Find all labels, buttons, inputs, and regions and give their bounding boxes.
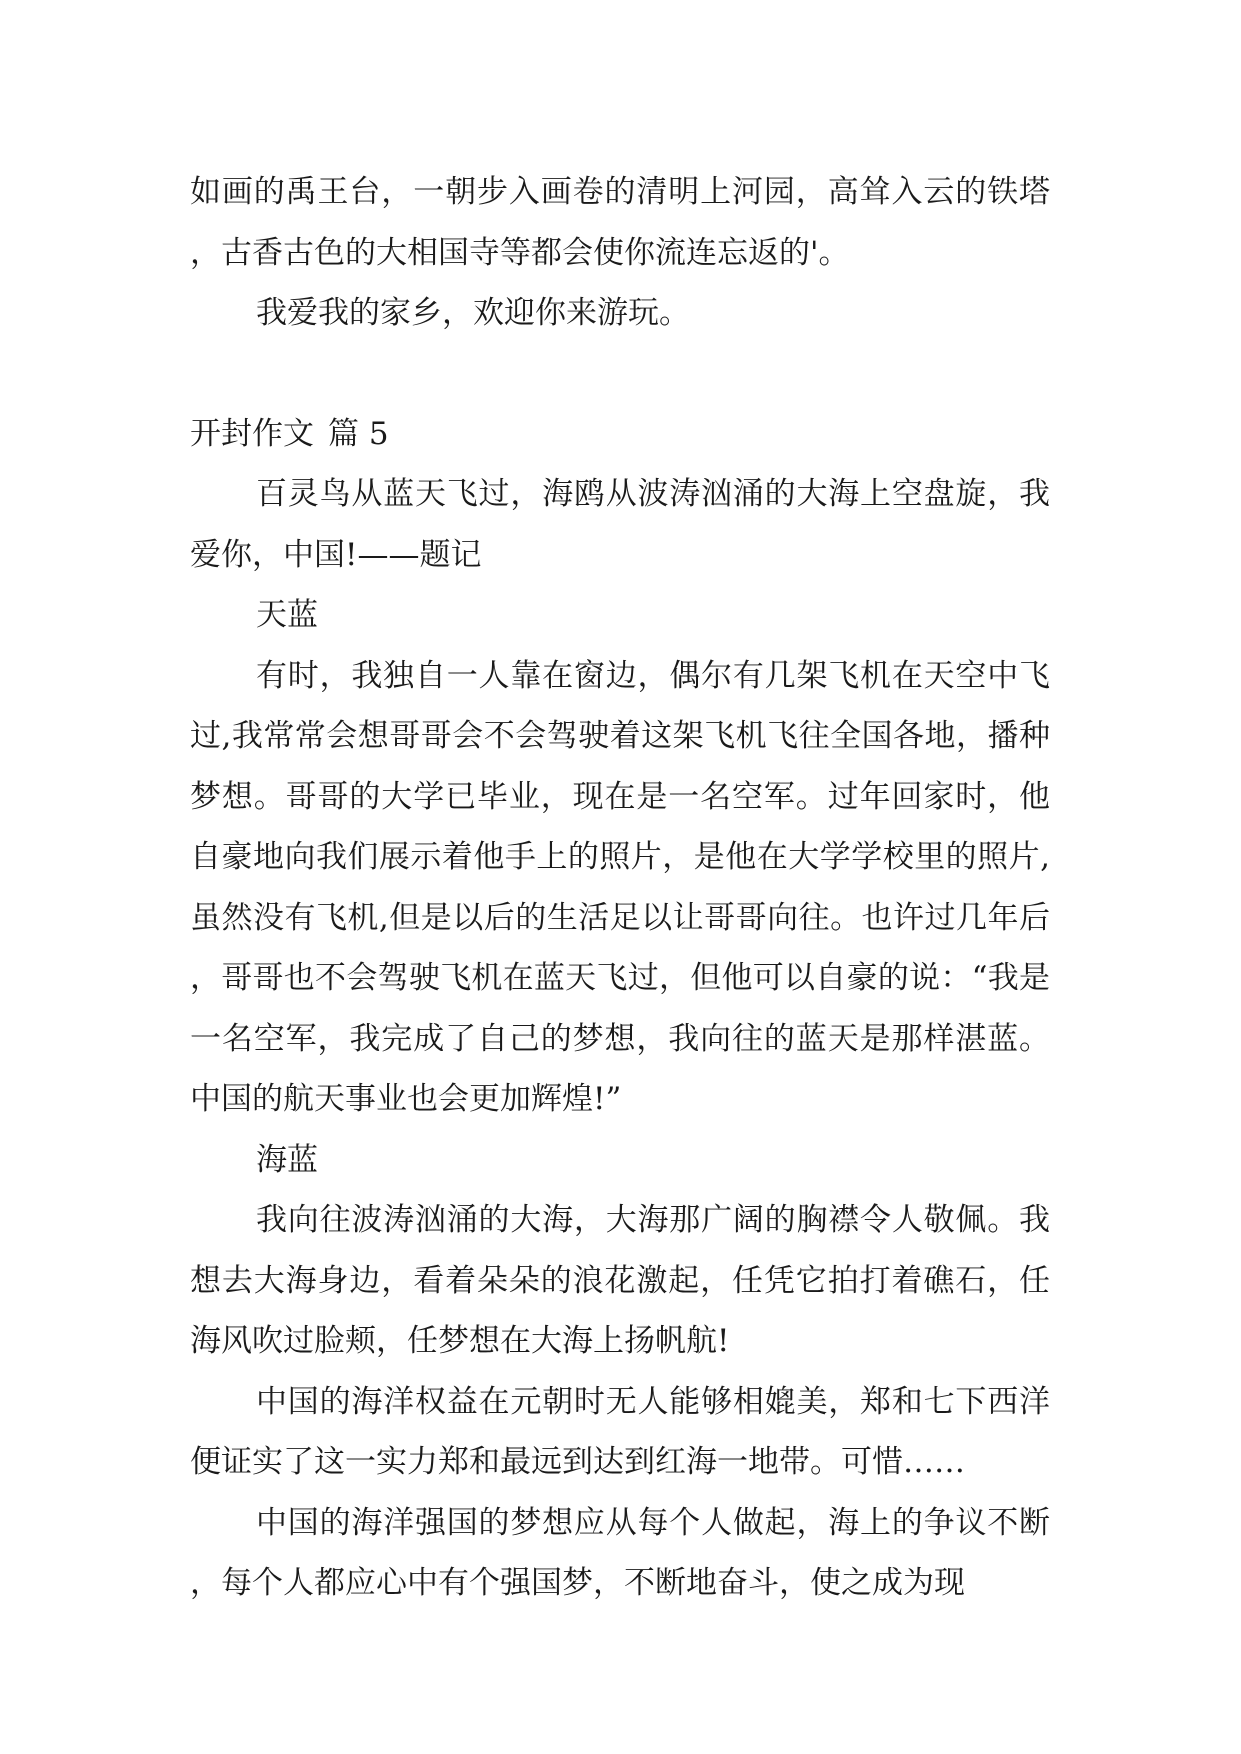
subheading-sky-blue: 天蓝 [256,597,318,633]
section-number: 篇 5 [328,415,389,452]
paragraph: 有时，我独自一人靠在窗边，偶尔有几架飞机在天空中飞过,我常常会想哥哥会不会驾驶着这架飞机飞往全国各地，播种梦想。哥哥的大学已毕业，现在是一名空军。过年回家时，他自豪地向我们展示着他手上的照片，是他在大学学校里的照片,虽然没有飞机,但是以后的生活足以让哥哥向往。也许过几年后，哥哥也不会驾驶飞机在蓝天飞过，但他可以自豪的说：“我是一名空军，我完成了自己的梦想，我向往的蓝天是那样湛蓝。中国的航天事业也会更加辉煌!” [190,657,1050,1117]
document-body [190,162,1050,1614]
paragraph: 我向往波涛汹涌的大海，大海那广阔的胸襟令人敬佩。我想去大海身边，看着朵朵的浪花激起，任凭它拍打着礁石，任海风吹过脸颊，任梦想在大海上扬帆航! [190,1202,1050,1359]
section-spacer [190,344,1050,404]
paragraph: 如画的禹王台，一朝步入画卷的清明上河园，高耸入云的铁塔，古香古色的大相国寺等都会使你流连忘返的'。 [190,174,1050,271]
paragraph: 中国的海洋强国的梦想应从每个人做起，海上的争议不断，每个人都应心中有个强国梦，不断地奋斗，使之成为现 [190,1504,1050,1601]
subheading-sea-blue: 海蓝 [256,1141,318,1178]
paragraph: 中国的海洋权益在元朝时无人能够相媲美，郑和七下西洋便证实了这一实力郑和最远到达到红海一地带。可惜…… [190,1383,1050,1480]
paragraph: 我爱我的家乡，欢迎你来游玩。 [256,295,690,331]
epigraph-paragraph: 百灵鸟从蓝天飞过，海鸥从波涛汹涌的大海上空盘旋，我爱你，中国!——题记 [190,476,1050,573]
section-title: 开封作文 [190,415,314,452]
section-heading [190,404,1050,465]
